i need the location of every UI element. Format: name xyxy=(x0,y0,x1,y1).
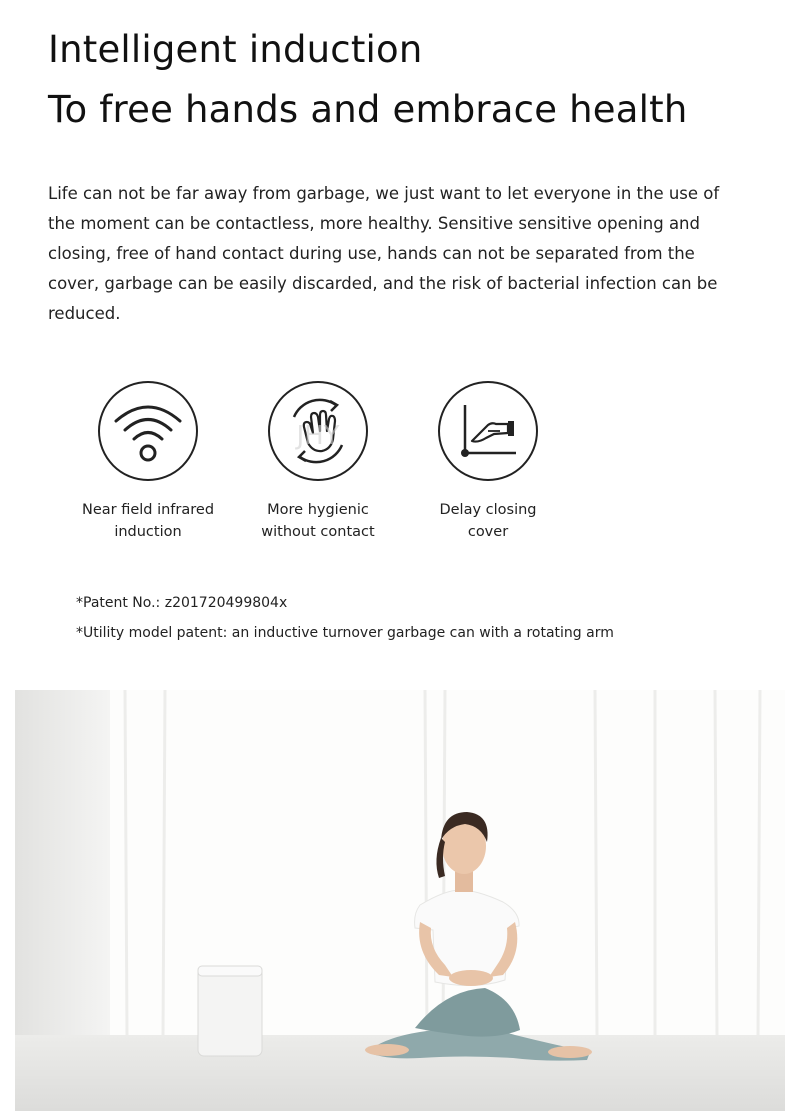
headline-line-2: To free hands and embrace health xyxy=(48,88,688,131)
patent-number-note: *Patent No.: z201720499804x xyxy=(76,595,288,611)
utility-patent-note: *Utility model patent: an inductive turnover garbage can with a rotating arm xyxy=(76,625,614,641)
trash-can-image xyxy=(198,966,262,1056)
feature-delay-closing xyxy=(388,381,588,543)
intro-paragraph: Life can not be far away from garbage, we just want to let everyone in the use of the moment can be contactless, more healthy. Sensitive sensitive opening and closing, free of hand contact during use, hands can not be separated from the cover, garbage can be easily discarded, and the risk of bacterial infection can be reduced. xyxy=(48,184,720,323)
feature-label: Near field infrared induction xyxy=(81,502,215,540)
lifestyle-photo xyxy=(15,690,785,1111)
hand-rotate-icon xyxy=(268,381,368,481)
feature-label: More hygienic without contact xyxy=(261,502,375,540)
headline-line-1: Intelligent induction xyxy=(48,28,423,71)
wifi-signal-icon xyxy=(98,381,198,481)
feature-label: Delay closing cover xyxy=(439,502,537,540)
svg-text:JHY: JHY xyxy=(296,421,340,451)
hand-chart-icon xyxy=(438,381,538,481)
